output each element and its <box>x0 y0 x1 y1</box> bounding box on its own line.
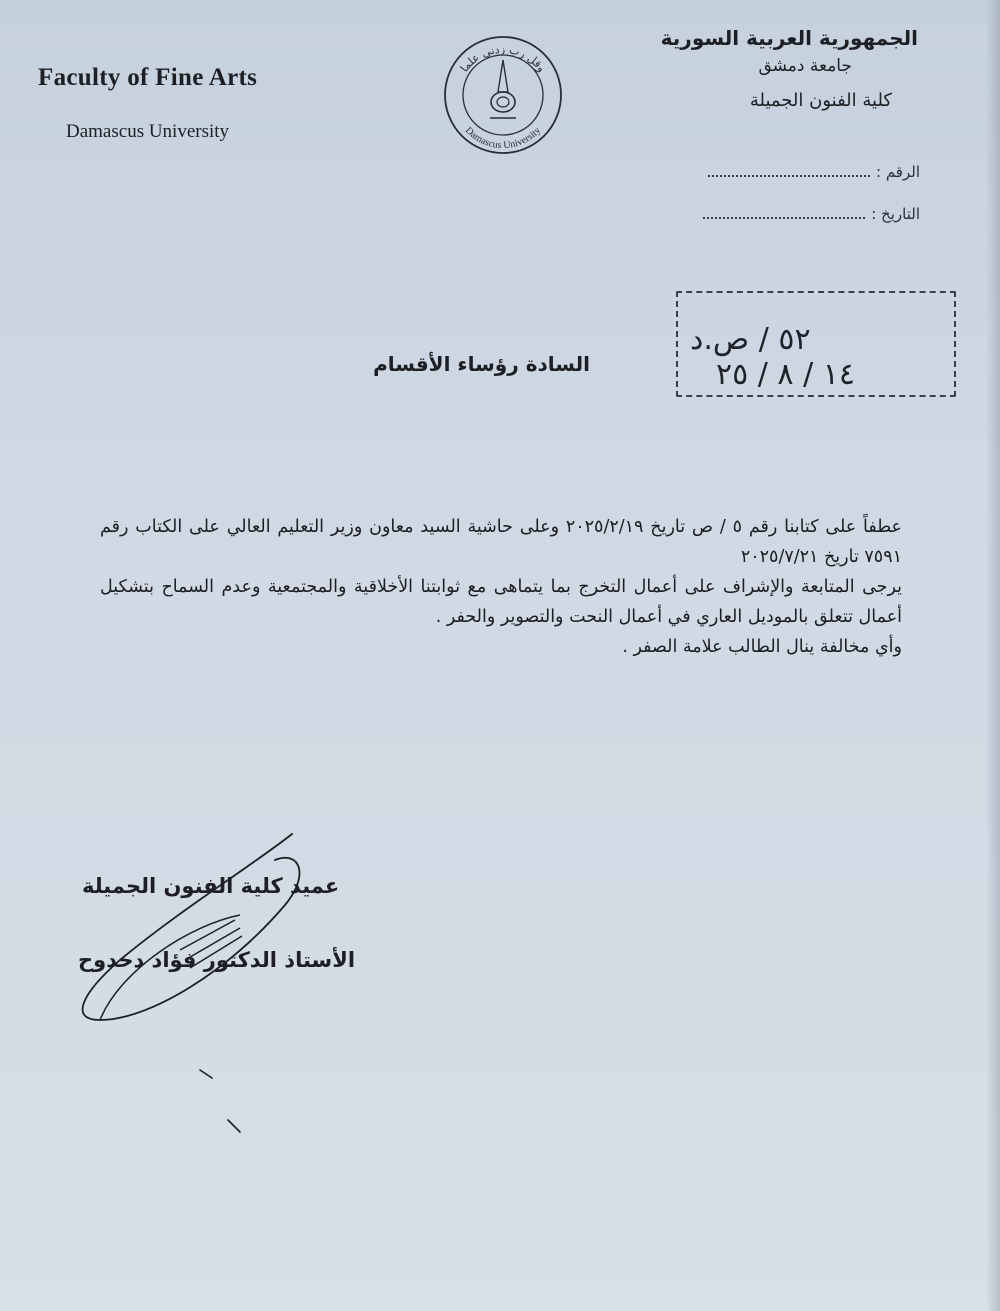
handwritten-signature <box>60 820 320 1140</box>
lamp-icon <box>498 60 508 92</box>
date-blank <box>703 205 865 219</box>
date-field <box>703 205 920 223</box>
registry-date: ١٤ / ٨ / ٢٥ <box>716 357 855 392</box>
body-paragraph-penalty: وأي مخالفة ينال الطالب علامة الصفر . <box>622 637 902 657</box>
university-seal <box>438 30 568 160</box>
reference-number-field <box>708 163 920 181</box>
addressee-heading: السادة رؤساء الأقسام <box>373 352 590 376</box>
seal-university-name: Damascus University <box>462 125 544 152</box>
arabic-university-name: جامعة دمشق <box>758 56 852 76</box>
arabic-republic-name: الجمهورية العربية السورية <box>660 26 918 50</box>
arabic-faculty-name: كلية الفنون الجميلة <box>749 90 892 111</box>
body-paragraph-instruction: يرجى المتابعة والإشراف على أعمال التخرج بما يتماهى مع ثوابتنا الأخلاقية والمجتمعية وعدم السماح بتشكيل أعمال تتعلق بالموديل العاري في أعمال النحت والتصوير والحفر . <box>100 577 902 627</box>
reference-number-label: الرقم : <box>876 163 920 181</box>
date-label: التاريخ : <box>871 205 920 223</box>
svg-text:وقل رب زدني علما <box>458 43 549 75</box>
svg-text:Damascus University <box>463 125 543 151</box>
letter-body <box>100 512 902 662</box>
page-edge-shadow <box>986 0 1000 1311</box>
english-university-name: Damascus University <box>66 121 230 142</box>
reference-number-blank <box>708 163 870 177</box>
seal-motto: وقل رب زدني علما <box>457 42 549 75</box>
english-faculty-title: Faculty of Fine Arts <box>38 64 258 91</box>
dean-name: الأستاذ الدكتور فؤاد دحدوح <box>78 948 356 972</box>
body-paragraph-reference: عطفاً على كتابنا رقم ٥ / ص تاريخ ٢٠٢٥/٢/١٩ وعلى حاشية السيد معاون وزير التعليم العالي على الكتاب رقم ٧٥٩١ تاريخ ٢٠٢٥/٧/٢١ <box>100 517 902 567</box>
registry-number: ٥٢ / ص.د <box>690 322 811 357</box>
dean-title: عميد كلية الفنون الجميلة <box>82 874 340 898</box>
